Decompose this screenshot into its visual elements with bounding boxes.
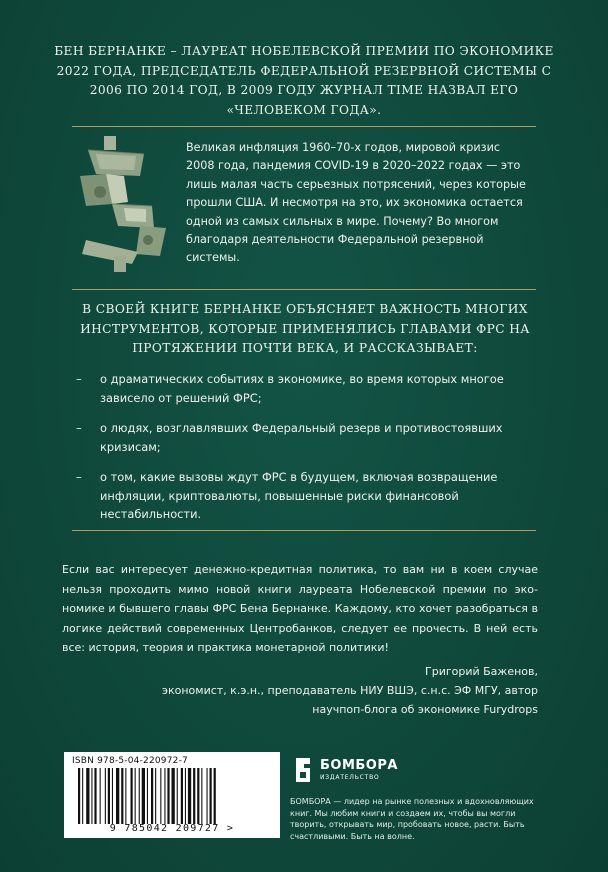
list-item-text: о том, какие вызовы ждут ФРС в будущем, включая возвращение инфляции, криптовалюты, повышенные риски финансовой нестабильности. (100, 470, 498, 521)
review-author-title: экономист, к.э.н., преподаватель НИУ ВШЭ, с.н.с. ЭФ МГУ, автор (161, 684, 538, 697)
author-intro: БЕН БЕРНАНКЕ – ЛАУРЕАТ НОБЕЛЕВСКОЙ ПРЕМИИ ПО ЭКОНОМИКЕ 2022 ГОДА, ПРЕДСЕДАТЕЛЬ ФЕДЕРАЛЬНОЙ РЕЗЕРВНОЙ СИСТЕМЫ С 2006 ПО 2014 ГОД, В 2009 ГОДУ ЖУРНАЛ TIME НАЗВАЛ ЕГО «ЧЕЛОВЕКОМ ГОДА». (54, 44, 554, 117)
dollar-sign-origami-icon (66, 136, 174, 272)
list-item-text: о драматических событиях в экономике, во время которых многое зависело от решений ФРС; (100, 372, 504, 405)
review-author: Григорий Баженов, (425, 665, 538, 678)
isbn-number: ISBN 978-5-04-220972-7 (72, 756, 188, 766)
inflation-paragraph: Великая инфляция 1960–70-х годов, мировой кризис 2008 года, пандемия COVID-19 в 2020–2022 годах — это лишь малая часть серьезных потрясений, через которые прошли США. И несмотря на это, их экономика остается одной из самых сильных в мире. Почему? Во многом благодаря деятельности Федеральной резервной системы. (186, 141, 526, 265)
barcode-digits: 9 785042 209727 > (109, 823, 235, 834)
list-item (76, 468, 546, 524)
book-intro-heading: В СВОЕЙ КНИГЕ БЕРНАНКЕ ОБЪЯСНЯЕТ ВАЖНОСТЬ МНОГИХ ИНСТРУМЕНТОВ, КОТОРЫЕ ПРИМЕНЯЛИСЬ ГЛАВАМИ ФРС НА ПРОТЯЖЕНИИ ПОЧТИ ВЕКА, И РАССКАЗЫВАЕТ: (80, 302, 530, 356)
publisher-description: БОМБОРА — лидер на рынке полезных и вдохновляющих книг. Мы любим книги и создаем их, чтобы вы могли творить, открывать мир, пробовать новое, расти. Быть счастливыми. Быть на волне. (290, 797, 534, 841)
review-author-blog: научпоп-блога об экономике Furydrops (312, 703, 538, 716)
dash-marker: – (76, 421, 82, 435)
publisher-logo (290, 754, 400, 790)
list-item (76, 419, 546, 456)
publisher-subtitle: ИЗДАТЕЛЬСТВО (320, 774, 380, 781)
topics-list (76, 370, 546, 536)
barcode-bars-icon (76, 768, 264, 824)
list-item (76, 370, 546, 407)
isbn-barcode (64, 752, 280, 838)
dash-marker: – (76, 470, 82, 484)
divider-rule (72, 530, 536, 531)
dash-marker: – (76, 372, 82, 386)
publisher-name: БОМБОРА (320, 758, 398, 773)
bombora-logo-icon (290, 756, 316, 784)
list-item-text: о людях, возглавлявших Федеральный резерв и противостоявших кризисам; (100, 421, 503, 454)
review-quote: Если вас интересует денежно-кредитная политика, то вам ни в коем случае нельзя проходить мимо новой книги лауреата Нобелевской премии по эко- номике и бывшего главы ФРС Бена Бернанке. Каждому, кто хочет разобраться в логике действий современных Центробанков, следует ее прочесть. В ней есть все: история, теория и практика монетарной политики! (62, 563, 538, 654)
divider-rule (72, 126, 536, 127)
divider-rule (72, 289, 536, 290)
